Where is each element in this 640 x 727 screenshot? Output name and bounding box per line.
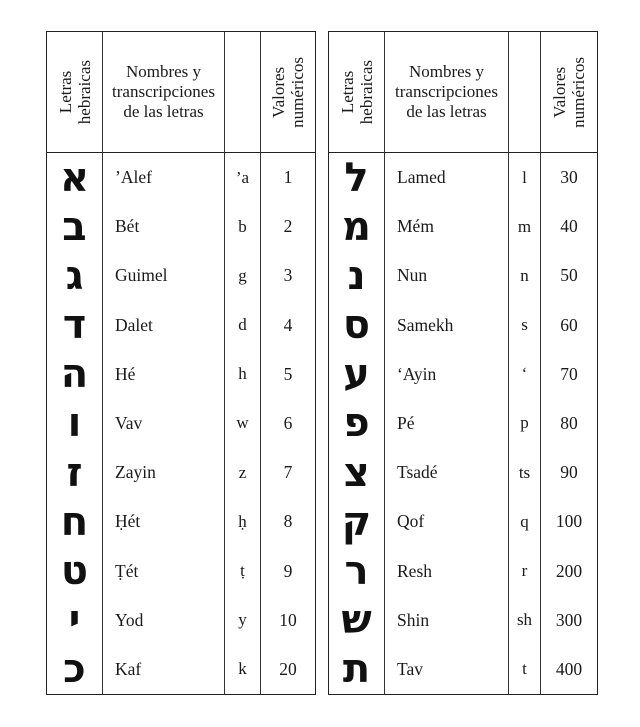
letter-name: ‘Ayin — [385, 350, 509, 399]
hebrew-letter: י — [47, 596, 103, 645]
header-numeric-values: Valores numéricos — [541, 32, 597, 153]
hebrew-letter: צ — [329, 448, 385, 497]
header-transliteration — [225, 32, 261, 153]
hebrew-letter: ר — [329, 546, 385, 595]
letter-name: Dalet — [103, 301, 225, 350]
letter-name: Zayin — [103, 448, 225, 497]
letter-name: Tav — [385, 645, 509, 694]
transliteration: y — [225, 596, 261, 645]
transliteration: ṭ — [225, 546, 261, 595]
transliteration: q — [509, 497, 541, 546]
numeric-value: 50 — [560, 265, 578, 286]
letter-name: Ṭét — [103, 546, 225, 595]
numeric-value: 9 — [283, 560, 293, 581]
hebrew-letter: ב — [47, 202, 103, 251]
letter-name: Qof — [385, 497, 509, 546]
letter-name: Pé — [385, 399, 509, 448]
transliteration: n — [509, 251, 541, 300]
letter-name: Guimel — [103, 251, 225, 300]
hebrew-alphabet-table-right — [328, 31, 598, 695]
numeric-value: 30 — [560, 167, 578, 188]
numeric-value: 100 — [555, 511, 583, 532]
letter-name: ’Alef — [103, 153, 225, 202]
hebrew-letter: מ — [329, 202, 385, 251]
hebrew-alphabet-table-left — [46, 31, 316, 695]
numeric-value: 60 — [560, 314, 578, 335]
letter-name: Kaf — [103, 645, 225, 694]
letter-name: Bét — [103, 202, 225, 251]
transliteration: s — [509, 301, 541, 350]
hebrew-letter: ז — [47, 448, 103, 497]
hebrew-letter: ע — [329, 350, 385, 399]
letter-name: Samekh — [385, 301, 509, 350]
transliteration: w — [225, 399, 261, 448]
header-transliteration — [509, 32, 541, 153]
letter-name: Shin — [385, 596, 509, 645]
numeric-value: 4 — [283, 314, 293, 335]
numeric-value: 400 — [555, 658, 583, 679]
transliteration: m — [509, 202, 541, 251]
letter-name: Tsadé — [385, 448, 509, 497]
hebrew-letter: ל — [329, 153, 385, 202]
numeric-value: 70 — [560, 363, 578, 384]
letter-name: Lamed — [385, 153, 509, 202]
hebrew-letter: פ — [329, 399, 385, 448]
numeric-value: 300 — [555, 609, 583, 630]
transliteration: k — [225, 645, 261, 694]
numeric-value: 7 — [283, 462, 293, 483]
transliteration: sh — [509, 596, 541, 645]
header-letter-names: Nombres y transcripciones de las letras — [385, 32, 509, 153]
transliteration: r — [509, 546, 541, 595]
header-hebrew-letters: Letras hebraicas — [329, 32, 385, 153]
hebrew-letter: ח — [47, 497, 103, 546]
transliteration: ‘ — [509, 350, 541, 399]
hebrew-letter: ה — [47, 350, 103, 399]
letter-name: Resh — [385, 546, 509, 595]
letter-name: Mém — [385, 202, 509, 251]
letter-name: Yod — [103, 596, 225, 645]
numeric-value: 80 — [560, 412, 578, 433]
numeric-value: 3 — [283, 265, 293, 286]
transliteration: ḥ — [225, 497, 261, 546]
hebrew-letter: כ — [47, 645, 103, 694]
transliteration: z — [225, 448, 261, 497]
letter-name: Ḥét — [103, 497, 225, 546]
hebrew-letter: נ — [329, 251, 385, 300]
transliteration: d — [225, 301, 261, 350]
transliteration: l — [509, 153, 541, 202]
numeric-value: 200 — [555, 560, 583, 581]
hebrew-letter: ו — [47, 399, 103, 448]
transliteration: g — [225, 251, 261, 300]
letter-name: Hé — [103, 350, 225, 399]
header-hebrew-letters: Letras hebraicas — [47, 32, 103, 153]
hebrew-letter: ק — [329, 497, 385, 546]
numeric-value: 6 — [283, 412, 293, 433]
transliteration: h — [225, 350, 261, 399]
transliteration: p — [509, 399, 541, 448]
numeric-value: 90 — [560, 462, 578, 483]
transliteration: ’a — [225, 153, 261, 202]
hebrew-letter: ט — [47, 546, 103, 595]
letter-name: Vav — [103, 399, 225, 448]
numeric-value: 1 — [283, 167, 293, 188]
header-numeric-values: Valores numéricos — [261, 32, 315, 153]
hebrew-letter: ס — [329, 301, 385, 350]
hebrew-letter: ד — [47, 301, 103, 350]
transliteration: b — [225, 202, 261, 251]
numeric-value: 5 — [283, 363, 293, 384]
hebrew-letter: ג — [47, 251, 103, 300]
letter-name: Nun — [385, 251, 509, 300]
transliteration: ts — [509, 448, 541, 497]
numeric-value: 8 — [283, 511, 293, 532]
numeric-value: 20 — [279, 658, 297, 679]
numeric-value: 2 — [283, 216, 293, 237]
numeric-value: 40 — [560, 216, 578, 237]
hebrew-letter: ת — [329, 645, 385, 694]
hebrew-letter: ש — [329, 596, 385, 645]
transliteration: t — [509, 645, 541, 694]
hebrew-letter: א — [47, 153, 103, 202]
numeric-value: 10 — [279, 609, 297, 630]
header-letter-names: Nombres y transcripciones de las letras — [103, 32, 225, 153]
